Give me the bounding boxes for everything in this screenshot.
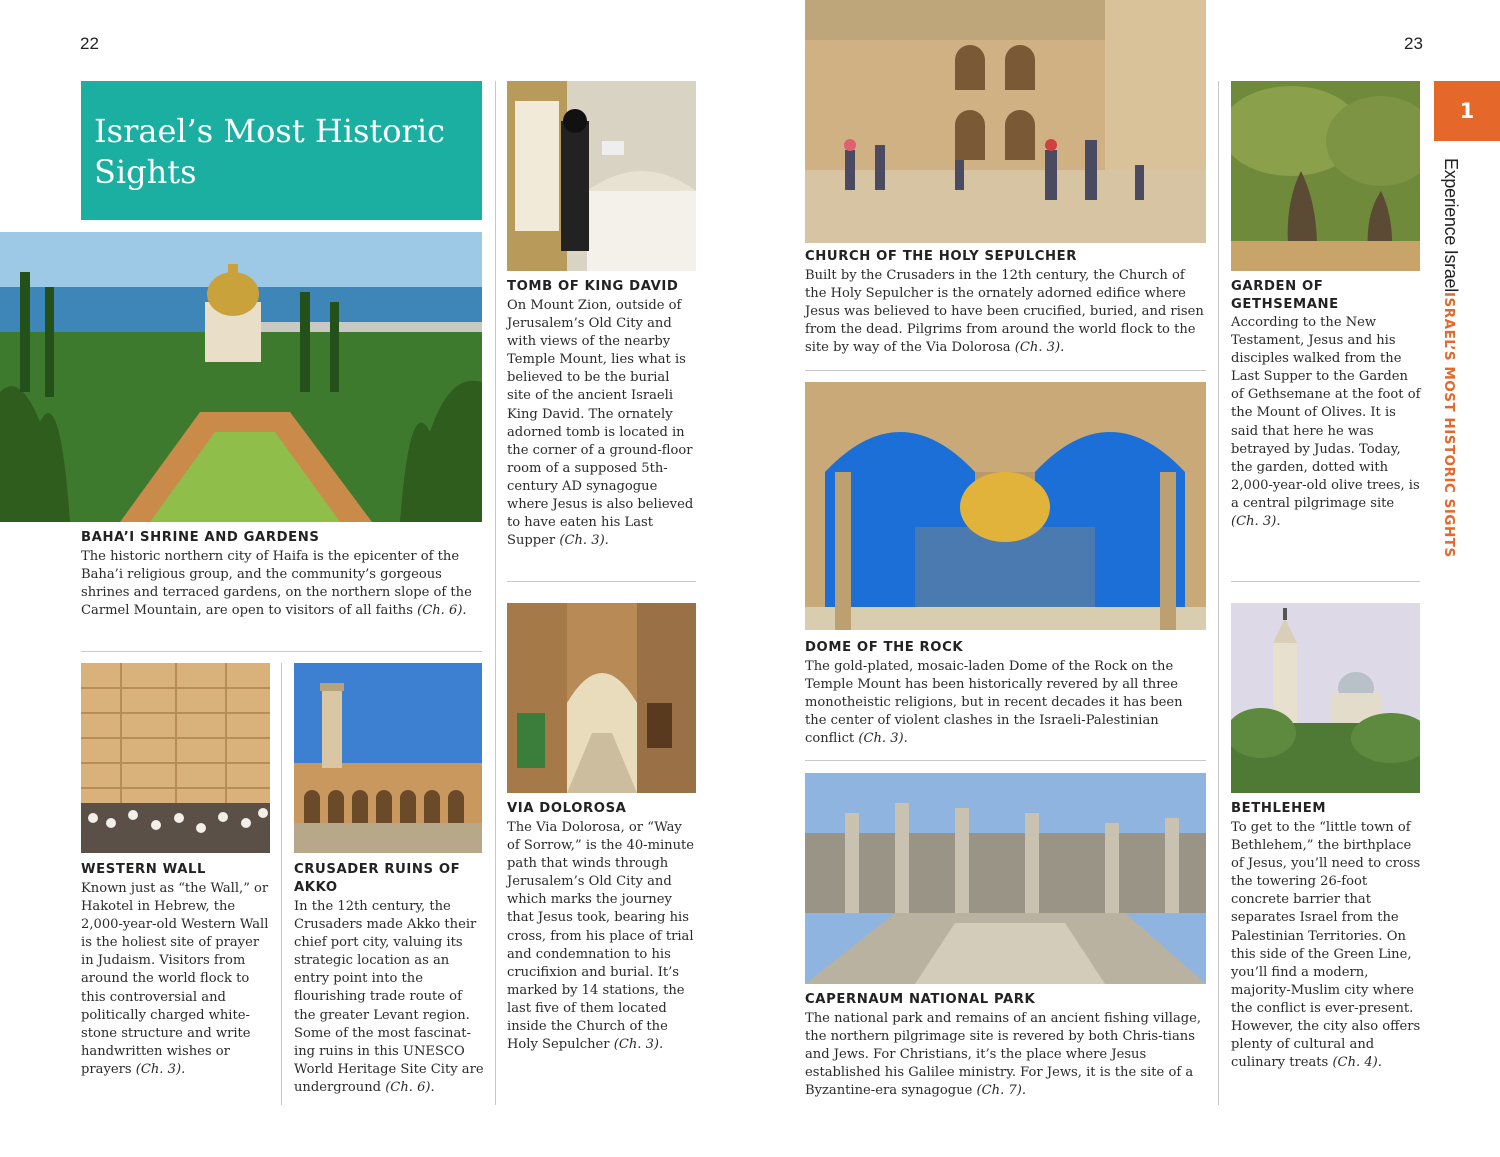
chapter-label: ISRAEL’S MOST HISTORIC SIGHTS: [1441, 292, 1457, 558]
column-divider: [281, 663, 282, 1105]
caption-title: TOMB OF KING DAVID: [507, 279, 679, 294]
holy-sepulcher-photo: [805, 0, 1206, 243]
caption-capernaum: [805, 991, 1206, 1100]
page-title: Israel’s Most Historic Sights: [94, 112, 445, 191]
row-divider: [1231, 581, 1420, 582]
caption-text: In the 12th century, the Crusaders made Akko their chief port city, valuing its strategic location as an entry point into the flourishing trade route of the greater Levant region. Some of the most fascinat-ing ruins in this UNESCO World Heritage Site City are underground (Ch. 6).: [294, 899, 484, 1095]
caption-text: The gold-plated, mosaic-laden Dome of the Rock on the Temple Mount has been historically revered by all three monotheistic religions, but in recent decades it has been the center of violent clashes in the Israeli-Palestinian conflict (Ch. 3).: [805, 659, 1183, 747]
column-divider: [495, 81, 496, 1105]
section-label: Experience Israel: [1441, 158, 1461, 292]
page-number-right: 23: [1404, 34, 1423, 53]
western-wall-photo: [81, 663, 270, 853]
chapter-number: 1: [1459, 99, 1475, 123]
caption-title: CRUSADER RUINS OF AKKO: [294, 862, 461, 895]
dome-of-rock-photo: [805, 382, 1206, 630]
gethsemane-photo: [1231, 81, 1420, 271]
caption-title: BETHLEHEM: [1231, 801, 1327, 816]
caption-holy-sepulcher: [805, 248, 1206, 357]
row-divider: [81, 651, 482, 652]
caption-text: Built by the Crusaders in the 12th century, the Church of the Holy Sepulcher is the ornately adorned edifice where Jesus was believed to have been crucified, buried, and risen from the dead. Pilgrims from around the world flock to the site by way of the Via Dolorosa (Ch. 3).: [805, 268, 1204, 356]
caption-text: The national park and remains of an ancient fishing village, the northern pilgrimage site is revered by both Chris-tians and Jews. For Christians, it’s the place where Jesus established his Galilee ministry. For Jews, it is the site of a Byzantine-era synagogue (Ch. 7).: [805, 1011, 1202, 1099]
caption-text: The Via Dolorosa, or “Way of Sorrow,” is the 40-minute path that winds through Jerusalem’s Old City and which marks the journey that Jesus took, bearing his cross, from his place of trial and condemnation to his crucifixion and burial. It’s marked by 14 stations, the last five of them located inside the Church of the Holy Sepulcher (Ch. 3).: [507, 820, 695, 1053]
caption-text: To get to the “little town of Bethlehem,” the birthplace of Jesus, you’ll need to cross the towering 26-foot concrete barrier that separates Israel from the Palestinian Territories. On this side of the Green Line, you’ll find a modern, majority-Muslim city where the conflict is ever-present. However, the city also offers plenty of cultural and culinary treats (Ch. 4).: [1231, 820, 1421, 1071]
tomb-king-david-photo: [507, 81, 696, 271]
page-number-left: 22: [80, 34, 99, 53]
caption-title: CHURCH OF THE HOLY SEPULCHER: [805, 249, 1078, 264]
caption-title: BAHA’I SHRINE AND GARDENS: [81, 530, 320, 545]
caption-bahai: [81, 529, 482, 620]
caption-title: GARDEN OF GETHSEMANE: [1231, 279, 1339, 312]
caption-gethsemane: [1231, 278, 1371, 315]
caption-via-dolorosa: [507, 800, 697, 1054]
caption-text: On Mount Zion, outside of Jerusalem’s Old City and with views of the nearby Temple Mount, lies what is believed to be the burial site of the ancient Israeli King David. The ornately adorned tomb is located in the corner of a ground-floor room of a supposed 5th-century AD synagogue where Jesus is also believed to have eaten his Last Supper (Ch. 3).: [507, 298, 694, 549]
caption-text: Known just as “the Wall,” or Hakotel in Hebrew, the 2,000-year-old Western Wall is the holiest site of prayer in Judaism. Visitors from around the world flock to this controversial and politically charged white-stone structure and write handwritten wishes or prayers (Ch. 3).: [81, 881, 269, 1077]
caption-title: DOME OF THE ROCK: [805, 640, 964, 655]
caption-title: CAPERNAUM NATIONAL PARK: [805, 992, 1036, 1007]
caption-gethsemane-body: [1231, 314, 1421, 531]
caption-text: According to the New Testament, Jesus and his disciples walked from the Last Supper to the Garden of Gethsemane at the foot of the Mount of Olives. It is said that here he was betrayed by Judas. Today, the garden, dotted with 2,000-year-old olive trees, is a central pilgrimage site (Ch. 3).: [1231, 315, 1421, 530]
akko-ruins-photo: [294, 663, 482, 853]
chapter-tab: [1434, 81, 1500, 141]
caption-text: The historic northern city of Haifa is the epicenter of the Baha’i religious group, and the community’s gorgeous shrines and terraced gardens, on the northern slope of the Carmel Mountain, are open to visitors of all faiths (Ch. 6).: [81, 549, 472, 619]
caption-tomb-king-david: [507, 278, 697, 550]
column-divider: [1218, 81, 1219, 1105]
capernaum-photo: [805, 773, 1206, 984]
caption-title: WESTERN WALL: [81, 862, 207, 877]
row-divider: [805, 370, 1206, 371]
via-dolorosa-photo: [507, 603, 696, 793]
row-divider: [805, 760, 1206, 761]
bahai-shrine-photo: [0, 232, 482, 522]
row-divider: [507, 581, 696, 582]
bethlehem-photo: [1231, 603, 1420, 793]
caption-bethlehem: [1231, 800, 1421, 1072]
caption-western-wall: [81, 861, 271, 1079]
page-title-box: [81, 81, 482, 220]
caption-title: VIA DOLOROSA: [507, 801, 627, 816]
caption-akko: [294, 861, 484, 1097]
caption-dome-of-rock: [805, 639, 1206, 748]
